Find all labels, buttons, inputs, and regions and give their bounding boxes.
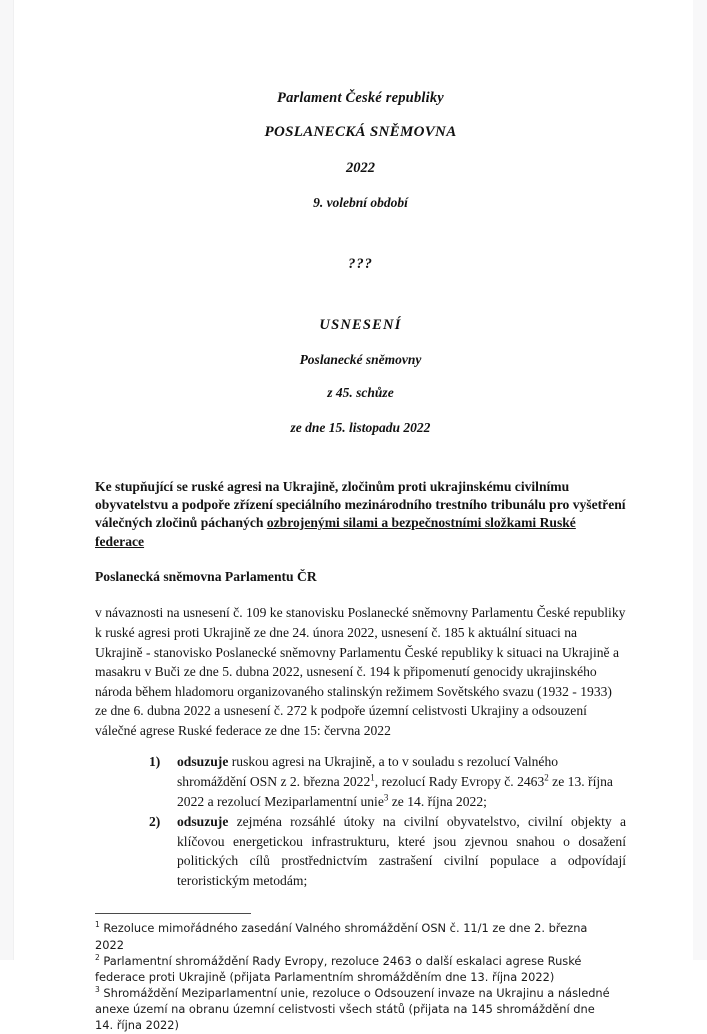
footnote-text: Rezoluce mimořádného zasedání Valného shromáždění OSN č. 11/1 ze dne 2. března 2022 [95, 921, 588, 952]
footnote-text: Shromáždění Meziparlamentní unie, rezoluce o Odsouzení invaze na Ukrajinu a následné anexe území na obranu územní celistvosti všech států (přijata na 145 shromáždění dne 14. října 2022) [95, 986, 610, 1033]
list-item-text-a: zejména rozsáhlé útoky na civilní obyvatelstvo, civilní objekty a klíčovou energetickou infrastrukturu, které jsou zjevnou snahou o dosažení politických cílů prostřednictvím zastrašení civilní populace a odpovídají teroristickým metodám; [177, 814, 626, 888]
document-content [95, 0, 626, 1034]
footnote-ref-3[interactable]: 3 [383, 792, 389, 803]
footnote-ref-2[interactable]: 2 [544, 772, 549, 783]
footnote-text: Parlamentní shromáždění Rady Evropy, rezoluce 2463 o další eskalaci agrese Ruské federace proti Ukrajině (přijata Parlamentním shromážděním dne 13. října 2022) [95, 953, 582, 984]
footnote-marker: 2 [95, 952, 100, 962]
document-page [14, 0, 693, 1033]
footnote-1 [95, 920, 615, 952]
resolution-title-plain: Ke stupňující se ruské agresi na Ukrajině, zločinům proti ukrajinskému civilnímu obyvatelstvu a podpoře zřízení speciálního mezinárodního trestního tribunálu pro vyšetření válečných zločinů páchaných [95, 479, 626, 531]
list-item-lead: odsuzuje [177, 814, 229, 830]
header-resolution-word: USNESENÍ [319, 317, 402, 333]
footnote-separator [95, 913, 251, 914]
resolution-title-underlined: ozbrojenými silami a bezpečnostními složkami Ruské federace [95, 515, 576, 549]
list-item-text-c: ze 13. října 2022 a rezolucí Meziparlamentní unie [177, 773, 613, 809]
header-year: 2022 [346, 159, 375, 176]
header-session: z 45. schůze [327, 385, 394, 400]
resolution-items-list [95, 752, 626, 890]
list-item [95, 812, 626, 890]
document-header [95, 0, 626, 434]
footnote-3 [95, 985, 615, 1034]
header-term: 9. volební období [313, 195, 408, 210]
footnote-marker: 1 [95, 920, 100, 930]
header-of-chamber: Poslanecké sněmovny [299, 351, 422, 367]
header-date: ze dne 15. listopadu 2022 [290, 419, 431, 435]
list-item-text-b: , rezolucí Rady Evropy č. 2463 [374, 773, 545, 789]
list-item-number: 1) [149, 754, 161, 770]
list-item-lead: odsuzuje [177, 754, 229, 770]
list-item [95, 752, 626, 811]
list-item-text-a: ruskou agresi na Ukrajině, a to v souladu s rezolucí Valného shromáždění OSN z 2. března 2022 [177, 754, 559, 789]
page-edge-right-shadow [693, 0, 707, 960]
body-paragraph: v návaznosti na usnesení č. 109 ke stanovisku Poslanecké sněmovny Parlamentu České republiky k ruské agresi proti Ukrajině ze dne 24. února 2022, usnesení č. 185 k aktuální situaci na Ukrajině - stanovisko Poslanecké sněmovny Parlamentu České republiky k situaci na Ukrajině a masakru v Buči ze dne 5. dubna 2022, usnesení č. 194 k připomenutí genocidy ukrajinského národa během hladomoru organizovaného stalinskýn režimem Sovětského svazu (1932 - 1933) ze dne 6. dubna 2022 a usnesení č. 272 k podpoře územní celistvosti Ukrajiny a odsouzení válečné agrese Ruské federace ze dne 15: června 2022 [95, 605, 626, 738]
footnote-ref-1[interactable]: 1 [370, 772, 375, 783]
subheading-chamber: Poslanecká sněmovna Parlamentu ČR [95, 568, 317, 584]
footnote-2 [95, 953, 615, 985]
footnote-marker: 3 [95, 985, 100, 995]
footnotes-section [95, 920, 615, 1033]
list-item-text-d: ze 14. října 2022; [388, 793, 487, 809]
resolution-title [95, 478, 626, 551]
list-item-number: 2) [149, 814, 161, 830]
header-parliament: Parlament České republiky [277, 90, 444, 106]
header-number-placeholder: ??? [348, 255, 373, 272]
page-edge-left-shadow [0, 0, 13, 960]
header-chamber: POSLANECKÁ SNĚMOVNA [264, 123, 457, 140]
